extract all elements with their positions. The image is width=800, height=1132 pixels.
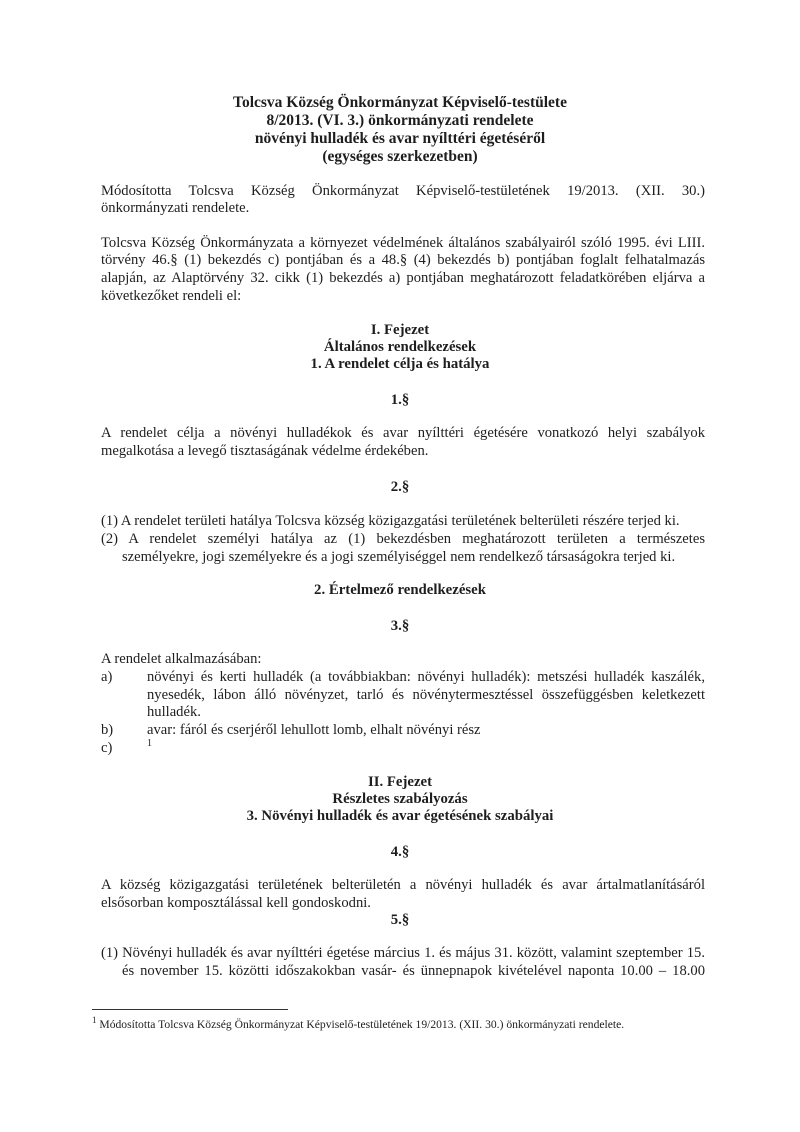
section-5-para-1-line-1: (1) Növényi hulladék és avar nyílttéri égetése március 1. és május 31. között, valamint szeptember 15. (101, 945, 705, 961)
item-a-marker: a) (101, 669, 113, 685)
chapter-2-number: II. Fejezet (367, 774, 433, 790)
preamble-line-3: alapján, az Alaptörvény 32. cikk (1) bekezdés a) pontjában meghatározott feladatkörében eljárva a (101, 270, 705, 286)
chapter-2-section: 3. Növényi hulladék és avar égetésének szabályai (246, 808, 554, 824)
section-3-label: 3.§ (390, 618, 410, 634)
section-4-line-1: A község közigazgatási területének belterületén a növényi hulladék és avar ártalmatlanításáról (101, 877, 705, 893)
section-4-line-2: elsősorban komposztálással kell gondoskodni. (101, 895, 371, 911)
item-c-footnote-ref: 1 (147, 738, 152, 749)
item-a-line-3: hulladék. (147, 704, 201, 720)
chapter-1-number: I. Fejezet (370, 322, 430, 338)
preamble-line-4: következőket rendeli el: (101, 288, 242, 304)
section-3-intro: A rendelet alkalmazásában: (101, 651, 262, 667)
footnote-number: 1 (92, 1015, 97, 1025)
section-2-para-2-line-2: személyekre, jogi személyekre és a jogi személyiséggel nem rendelkező társaságokra terjed ki. (122, 549, 676, 565)
section-1-line-2: megalkotása a levegő tisztaságának védelme érdekében. (101, 443, 429, 459)
item-b-line-1: avar: fáról és cserjéről lehullott lomb, elhalt növényi rész (147, 722, 481, 738)
chapter-2-title: Részletes szabályozás (332, 791, 468, 807)
section-5-label: 5.§ (390, 912, 410, 928)
preamble-line-2: törvény 46.§ (1) bekezdés c) pontjában és a 48.§ (4) bekezdés b) pontjában foglalt felhatalmazás (101, 252, 705, 268)
section-2-para-2-line-1: (2) A rendelet személyi hatálya az (1) bekezdésben meghatározott területen a természetes (101, 531, 705, 547)
title-line-4: (egységes szerkezetben) (322, 148, 478, 165)
title-line-2: 8/2013. (VI. 3.) önkormányzati rendelete (266, 112, 534, 129)
preamble-line-1: Tolcsva Község Önkormányzata a környezet védelmének általános szabályairól szóló 1995. évi LIII. (101, 235, 705, 251)
section-2-label: 2.§ (390, 479, 410, 495)
chapter-1-title: Általános rendelkezések (323, 339, 477, 355)
section-2-para-1: (1) A rendelet területi hatálya Tolcsva község közigazgatási területének belterületi részére terjed ki. (101, 513, 680, 529)
section-1-line-1: A rendelet célja a növényi hulladékok és avar nyílttéri égetésére vonatkozó helyi szabályok (101, 425, 705, 441)
item-c-marker: c) (101, 740, 113, 756)
footnote (92, 1015, 625, 1032)
item-b-marker: b) (101, 722, 114, 738)
chapter-1-section: 1. A rendelet célja és hatálya (310, 356, 490, 372)
footnote-separator (92, 1009, 288, 1010)
footnote-text: Módosította Tolcsva Község Önkormányzat Képviselő-testületének 19/2013. (XII. 30.) önkormányzati rendelete. (99, 1018, 625, 1031)
modified-line-1: Módosította Tolcsva Község Önkormányzat Képviselő-testületének 19/2013. (XII. 30.) (101, 183, 705, 199)
item-a-line-2: nyesedék, lábon álló növényzet, tarló és növénytermesztéssel összefüggésben keletkezett (147, 687, 705, 703)
modified-line-2: önkormányzati rendelete. (101, 200, 250, 216)
section-heading-2: 2. Értelmező rendelkezések (314, 582, 486, 598)
section-4-label: 4.§ (390, 844, 410, 860)
title-line-1: Tolcsva Község Önkormányzat Képviselő-testülete (233, 94, 567, 111)
title-line-3: növényi hulladék és avar nyílttéri égetéséről (254, 130, 546, 147)
section-1-label: 1.§ (390, 392, 410, 408)
section-5-para-1-line-2: és november 15. közötti időszakokban vasár- és ünnepnapok kivételével naponta 10.00 – 18.00 (122, 963, 705, 979)
item-a-line-1: növényi és kerti hulladék (a továbbiakban: növényi hulladék): metszési hulladék kaszálék, (147, 669, 705, 685)
